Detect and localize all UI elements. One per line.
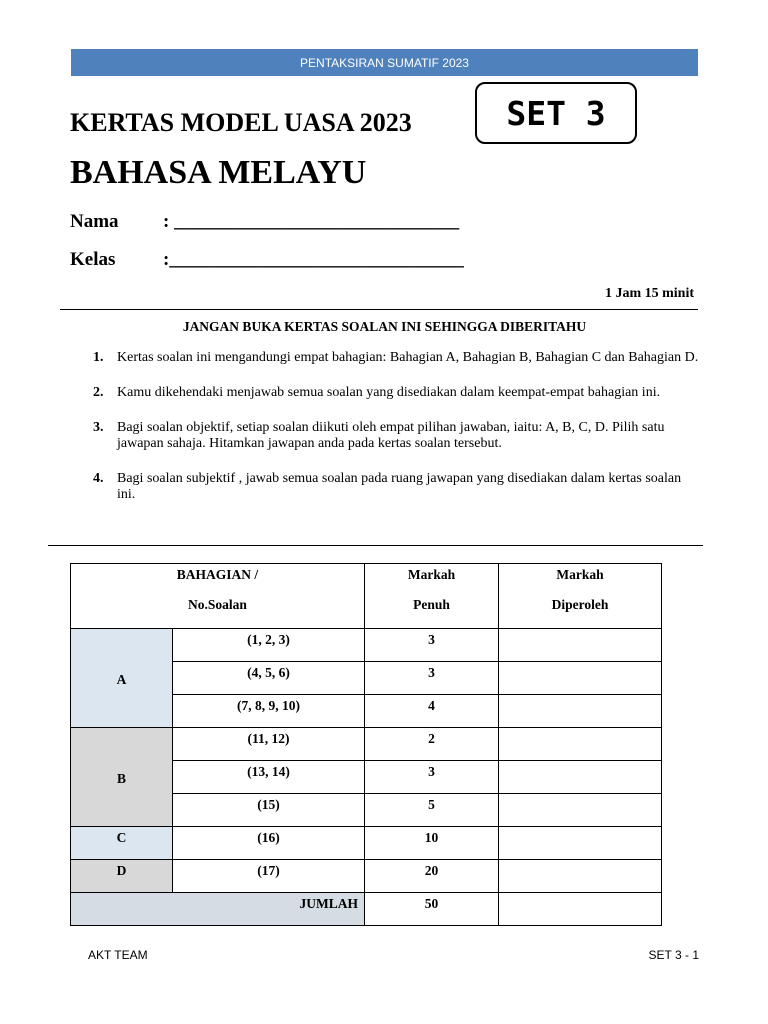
obtained-marks-cell[interactable]	[499, 794, 662, 827]
instructions-list	[93, 350, 700, 522]
table-total-row	[71, 893, 662, 926]
instruction-item	[93, 420, 700, 452]
instruction-item	[93, 385, 700, 401]
obtained-marks-cell[interactable]	[499, 728, 662, 761]
section-c-cell: C	[71, 827, 173, 860]
header-section-line2: No.Soalan	[188, 597, 247, 612]
exam-title: KERTAS MODEL UASA 2023	[70, 108, 412, 137]
table-row	[71, 860, 662, 893]
instruction-text: Kamu dikehendaki menjawab semua soalan yang disediakan dalam keempat-empat bahagian ini.	[117, 385, 661, 400]
header-section-line1: BAHAGIAN /	[176, 567, 259, 582]
full-marks-cell: 2	[365, 728, 499, 761]
name-field[interactable]: : ______________________________	[163, 211, 460, 232]
set-label-box: SET 3	[475, 82, 637, 144]
full-marks-cell: 5	[365, 794, 499, 827]
table-row	[71, 827, 662, 860]
obtained-marks-cell[interactable]	[499, 761, 662, 794]
obtained-marks-cell[interactable]	[499, 827, 662, 860]
total-label: JUMLAH	[71, 893, 365, 926]
obtained-marks-cell[interactable]	[499, 695, 662, 728]
obtained-marks-cell[interactable]	[499, 629, 662, 662]
subject-title: BAHASA MELAYU	[70, 154, 367, 191]
questions-cell: (4, 5, 6)	[173, 662, 365, 695]
exam-duration: 1 Jam 15 minit	[604, 286, 694, 301]
instruction-number: 4.	[93, 471, 104, 486]
section-d-cell: D	[71, 860, 173, 893]
questions-cell: (17)	[173, 860, 365, 893]
full-marks-cell: 4	[365, 695, 499, 728]
table-row	[71, 629, 662, 662]
total-obtained-cell[interactable]	[499, 893, 662, 926]
full-marks-cell: 3	[365, 662, 499, 695]
instruction-number: 1.	[93, 350, 104, 365]
instruction-text: Bagi soalan subjektif , jawab semua soalan pada ruang jawapan yang disediakan dalam kertas soalan ini.	[117, 471, 682, 502]
divider	[48, 545, 703, 546]
instruction-number: 3.	[93, 420, 104, 435]
instruction-item	[93, 471, 700, 503]
header-obtained-marks	[499, 564, 662, 629]
instruction-text: Bagi soalan objektif, setiap soalan diikuti oleh empat pilihan jawaban, iaitu: A, B, C, D. Pilih satu jawapan sahaja. Hitamkan jawapan anda pada kertas soalan tersebut.	[117, 420, 665, 451]
table-header-row	[71, 564, 662, 629]
header-section	[71, 564, 365, 629]
class-label: Kelas	[70, 249, 116, 270]
obtained-marks-cell[interactable]	[499, 860, 662, 893]
instruction-item	[93, 350, 700, 366]
full-marks-cell: 10	[365, 827, 499, 860]
warning-notice: JANGAN BUKA KERTAS SOALAN INI SEHINGGA DIBERITAHU	[182, 319, 587, 334]
section-a-cell: A	[71, 629, 173, 728]
questions-cell: (16)	[173, 827, 365, 860]
full-marks-cell: 3	[365, 629, 499, 662]
obtained-marks-cell[interactable]	[499, 662, 662, 695]
header-obtained-line1: Markah	[556, 567, 604, 582]
name-label: Nama	[70, 211, 119, 232]
footer-left: AKT TEAM	[88, 948, 148, 962]
header-full-line2: Penuh	[413, 597, 450, 612]
marks-table	[70, 563, 662, 926]
questions-cell: (7, 8, 9, 10)	[173, 695, 365, 728]
header-obtained-line2: Diperoleh	[551, 597, 609, 612]
footer-right: SET 3 - 1	[648, 948, 699, 962]
instruction-text: Kertas soalan ini mengandungi empat bahagian: Bahagian A, Bahagian B, Bahagian C dan Bahagian D.	[117, 350, 699, 365]
class-field[interactable]: :_______________________________	[163, 249, 464, 270]
questions-cell: (1, 2, 3)	[173, 629, 365, 662]
divider	[60, 309, 698, 310]
total-marks-cell: 50	[365, 893, 499, 926]
section-b-cell: B	[71, 728, 173, 827]
questions-cell: (11, 12)	[173, 728, 365, 761]
header-full-marks	[365, 564, 499, 629]
full-marks-cell: 20	[365, 860, 499, 893]
questions-cell: (15)	[173, 794, 365, 827]
instruction-number: 2.	[93, 385, 104, 400]
table-row	[71, 728, 662, 761]
header-full-line1: Markah	[407, 567, 456, 582]
questions-cell: (13, 14)	[173, 761, 365, 794]
header-banner: PENTAKSIRAN SUMATIF 2023	[71, 49, 698, 76]
full-marks-cell: 3	[365, 761, 499, 794]
